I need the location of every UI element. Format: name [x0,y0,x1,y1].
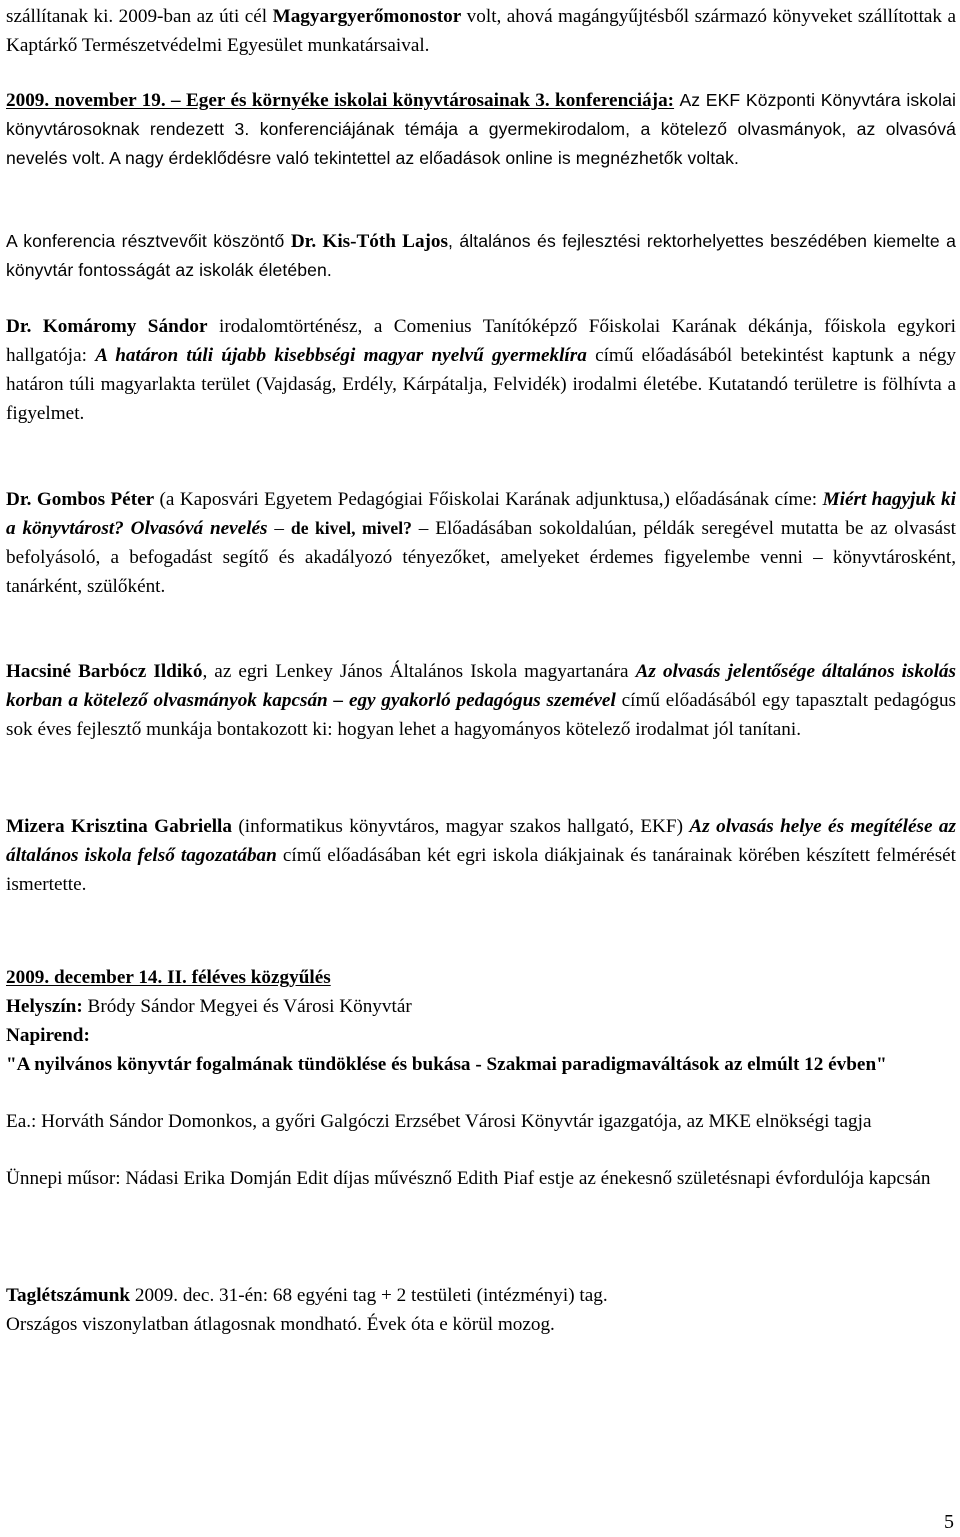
eger-body: Az EKF Központi Könyvtára iskolai könyvtárosoknak rendezett 3. konferenciájának témája a gyermekirodalom, a kötelező olvasmányok, az olvasóvá nevelés volt. A nagy érdeklődésre való tekintettel az előadások online is megnézhetők voltak. [6,90,956,168]
kistoth-text-cont: , általános és fejlesztési rektorhelyettes beszédében kiemelte a könyvtár fontosságát az iskolák életében. [6,231,956,280]
eger-heading: 2009. november 19. – Eger és környéke iskolai könyvtárosainak 3. konferenciája: [6,90,675,111]
gombos-lecture-title: Miért hagyjuk ki a könyvtárost? Olvasóvá nevelés [6,489,956,539]
hacsine-paragraph [6,657,956,744]
kistoth-name: Dr. Kis-Tóth Lajos [290,231,448,252]
komaromy-lecture-title: A határon túli újabb kisebbségi magyar nyelvű gyermeklíra [95,345,587,366]
napirend-title [6,1050,956,1079]
hacsine-lecture-title: Az olvasás jelentősége általános iskolás korban a kötelező olvasmányok kapcsán – egy gyakorló pedagógus szemével [6,661,956,711]
gombos-text: (a Kaposvári Egyetem Pedagógiai Főiskolai Karának adjunktusa,) előadásának címe: [154,489,823,510]
intro-text: szállítanak ki. 2009-ban az úti cél [6,6,273,27]
napirend-title-text: "A nyilvános könyvtár fogalmának tündöklése és bukása - Szakmai paradigmaváltások az elmúlt 12 évben" [6,1054,887,1075]
ea-text: Ea.: Horváth Sándor Domonkos, a győri Galgóczi Erzsébet Városi Könyvtár igazgatója, az MKE elnökségi tagja [6,1111,872,1132]
tag-paragraph [6,1281,956,1339]
napirend-label: Napirend: [6,1025,90,1046]
mizera-text: (informatikus könyvtáros, magyar szakos hallgató, EKF) [231,816,690,837]
kistoth-paragraph [6,227,956,285]
ea-paragraph [6,1107,956,1136]
gombos-paragraph [6,485,956,601]
hacsine-text: , az egri Lenkey János Általános Iskola magyartanára [202,661,636,682]
mizera-text-cont: című előadásában két egri iskola diákjainak és tanárainak körében készített felmérését ismertette. [6,845,957,895]
intro-text-cont: volt, ahová magángyűjtésből származó könyveket szállítottak a Kaptárkő Természetvédelmi Egyesület munkatársaival. [6,6,956,56]
place-name: Magyargyerőmonostor [272,6,462,27]
gombos-dash: – [267,518,291,539]
mizera-paragraph [6,812,956,899]
komaromy-name: Dr. Komáromy Sándor [6,316,208,337]
tag-label: Taglétszámunk [6,1285,131,1306]
komaromy-text-cont: című előadásából betekintést kaptunk a négy határon túli magyarlakta terület (Vajdaság, Erdély, Kárpátalja, Felvidék) irodalmi életébe. Kutatandó területre is fölhívta a figyelmet. [6,345,956,424]
eger-paragraph [6,86,956,173]
tag-text-2: Országos viszonylatban átlagosnak mondható. Évek óta e körül mozog. [6,1314,555,1335]
unnepi-paragraph [6,1164,956,1193]
helyszin-line [6,992,956,1021]
hacsine-name: Hacsiné Barbócz Ildikó [6,661,203,682]
intro-paragraph [6,2,956,60]
unnepi-text: Ünnepi műsor: Nádasi Erika Domján Edit díjas művésznő Edith Piaf estje az énekesnő születésnapi évfordulója kapcsán [6,1168,931,1189]
mizera-lecture-title: Az olvasás helye és megítélése az általános iskola felső tagozatában [6,816,956,866]
helyszin-value: Bródy Sándor Megyei és Városi Könyvtár [82,996,412,1017]
komaromy-paragraph [6,312,956,428]
napirend-line [6,1021,956,1050]
gombos-text-cont: – Előadásában sokoldalúan, példák seregével mutatta be az olvasást befolyásoló, a befogadást segítő és akadályozó tényezőket, amelyeket érdemes figyelembe venni – könyvtárosként, tanárként, szülőként. [6,518,956,597]
helyszin-label: Helyszín: [6,996,83,1017]
tag-text: 2009. dec. 31-én: 68 egyéni tag + 2 testületi (intézményi) tag. [130,1285,608,1306]
page-number: 5 [944,1511,954,1533]
december-heading-text: 2009. december 14. II. féléves közgyűlés [6,967,331,988]
mizera-name: Mizera Krisztina Gabriella [6,816,232,837]
december-heading [6,963,956,992]
komaromy-text: irodalomtörténész, a Comenius Tanítóképző Főiskolai Karának dékánja, főiskola egykori hallgatója: [6,316,957,366]
gombos-name: Dr. Gombos Péter [6,489,155,510]
hacsine-text-cont: című előadásából egy tapasztalt pedagógus sok éves fejlesztő munkája bontakozott ki: hogyan lehet a hagyományos kötelező irodalmat jól tanítani. [6,690,956,740]
kistoth-text: A konferencia résztvevőit köszöntő [6,231,291,251]
gombos-lecture-subtitle: de kivel, mivel? [290,518,412,538]
